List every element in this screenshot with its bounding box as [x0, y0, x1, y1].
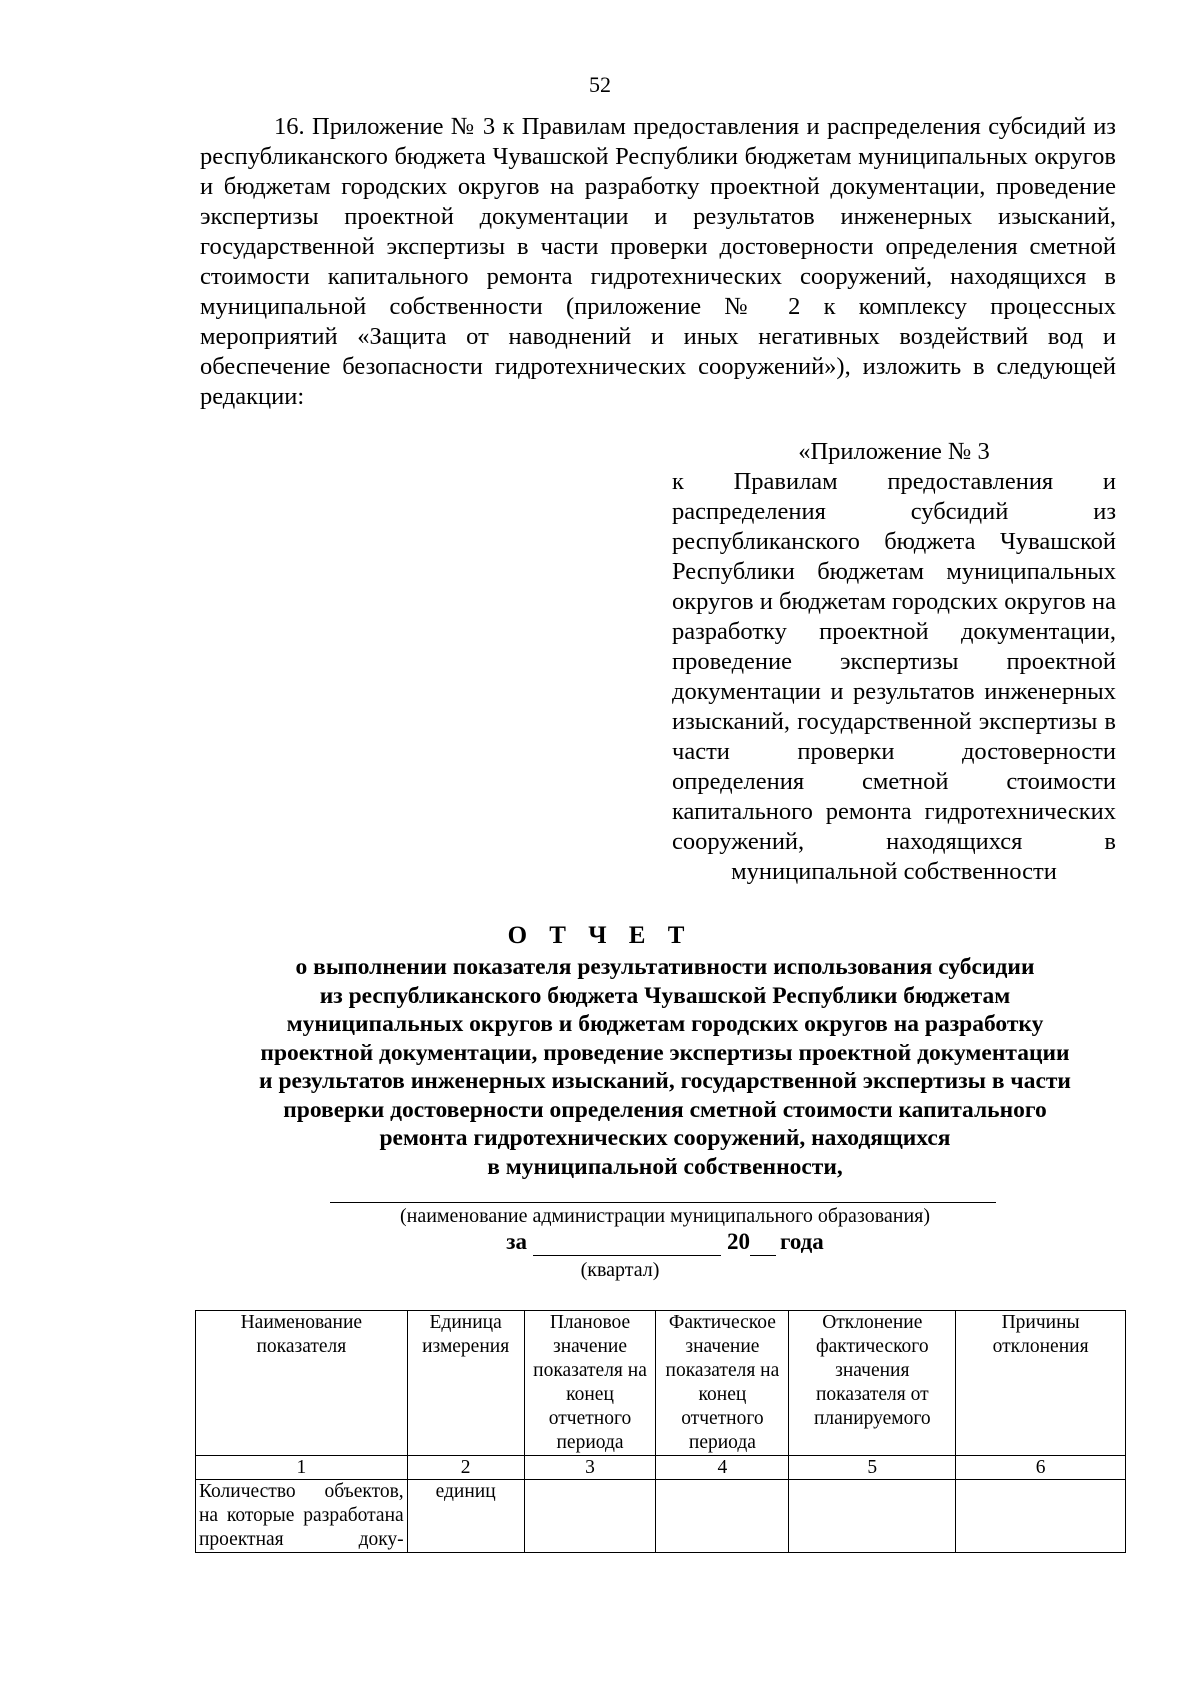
- appendix-body: к Правилам предоставления и распределения субсидий из республиканского бюджета Чувашской Республики бюджетам муниципальных округов и бюджетам городских округов на разработку проектной документации, проведение экспертизы проектной документации и результатов инженерных изысканий, государственной экспертизы в части проверки достоверности определения сметной стоимости капитального ремонта гидротехнических сооружений, находящихся в муниципальной собственности: [672, 468, 1116, 885]
- deviation-reasons-cell: [956, 1480, 1126, 1553]
- quarter-blank: [533, 1229, 721, 1256]
- header-deviation: Отклонение фактического значения показателя от планируемого: [789, 1311, 956, 1456]
- quarter-caption: (квартал): [580, 1259, 660, 1281]
- deviation-cell: [789, 1480, 956, 1553]
- header-actual-value: Фактическое значение показателя на конец отчетного периода: [656, 1311, 789, 1456]
- actual-value-cell: [656, 1480, 789, 1553]
- header-deviation-reasons: Причины отклонения: [956, 1311, 1126, 1456]
- table-header-row: [196, 1311, 1126, 1456]
- planned-value-cell: [524, 1480, 656, 1553]
- report-subtitle-line: проверки достоверности определения сметной стоимости капитального: [283, 1096, 1047, 1123]
- indicator-name-cell: Количество объектов, на которые разработана проектная доку-: [196, 1480, 408, 1553]
- intro-paragraph: [200, 112, 1116, 412]
- column-number: 4: [656, 1456, 789, 1480]
- report-subtitle-line: о выполнении показателя результативности использования субсидии: [295, 954, 1035, 980]
- year-blank: [750, 1229, 776, 1256]
- appendix-header: [672, 437, 1116, 887]
- period-prefix: за: [506, 1229, 527, 1254]
- report-title: О Т Ч Е Т: [507, 922, 693, 949]
- header-indicator-name: Наименование показателя: [196, 1311, 408, 1456]
- header-planned-value: Плановое значение показателя на конец отчетного периода: [524, 1311, 656, 1456]
- report-subtitle-line: муниципальных округов и бюджетам городских округов на разработку: [286, 1011, 1044, 1037]
- unit-cell: единиц: [407, 1480, 524, 1553]
- admin-name-caption: (наименование администрации муниципального образования): [399, 1205, 931, 1227]
- intro-text: 16. Приложение № 3 к Правилам предоставления и распределения субсидий из республиканского бюджета Чувашской Республики бюджетам муниципальных округов и бюджетам городских округов на разработку проектной документации, проведение экспертизы проектной документации и результатов инженерных изысканий, государственной экспертизы в части проверки достоверности определения сметной стоимости капитального ремонта гидротехнических сооружений, находящихся в муниципальной собственности (приложение № 2 к комплексу процессных мероприятий «Защита от наводнений и иных негативных воздействий вод и обеспечение безопасности гидротехнических сооружений»), изложить в следующей редакции:: [200, 113, 1116, 410]
- period-year: 20: [726, 1229, 750, 1254]
- report-subtitle-line: ремонта гидротехнических сооружений, находящихся: [379, 1125, 951, 1151]
- report-subtitle-line: и результатов инженерных изысканий, государственной экспертизы в части: [259, 1068, 1071, 1094]
- column-number: 5: [789, 1456, 956, 1480]
- report-period: [0, 1229, 1200, 1256]
- appendix-title: «Приложение № 3: [798, 438, 990, 465]
- table-column-numbers-row: [196, 1456, 1126, 1480]
- column-number: 3: [524, 1456, 656, 1480]
- report-subtitle-line: из республиканского бюджета Чувашской Республики бюджетам: [319, 982, 1011, 1009]
- report-subtitle-line: в муниципальной собственности,: [487, 1153, 843, 1180]
- column-number: 1: [196, 1456, 408, 1480]
- table-row: [196, 1480, 1126, 1553]
- report-table: [195, 1310, 1126, 1553]
- column-number: 6: [956, 1456, 1126, 1480]
- period-suffix: года: [779, 1229, 824, 1254]
- admin-name-blank-line: [330, 1202, 996, 1203]
- report-subtitle: [190, 953, 1140, 1181]
- header-unit: Единица измерения: [407, 1311, 524, 1456]
- page-number: 52: [589, 72, 611, 97]
- report-subtitle-line: проектной документации, проведение экспертизы проектной документации: [260, 1039, 1070, 1066]
- column-number: 2: [407, 1456, 524, 1480]
